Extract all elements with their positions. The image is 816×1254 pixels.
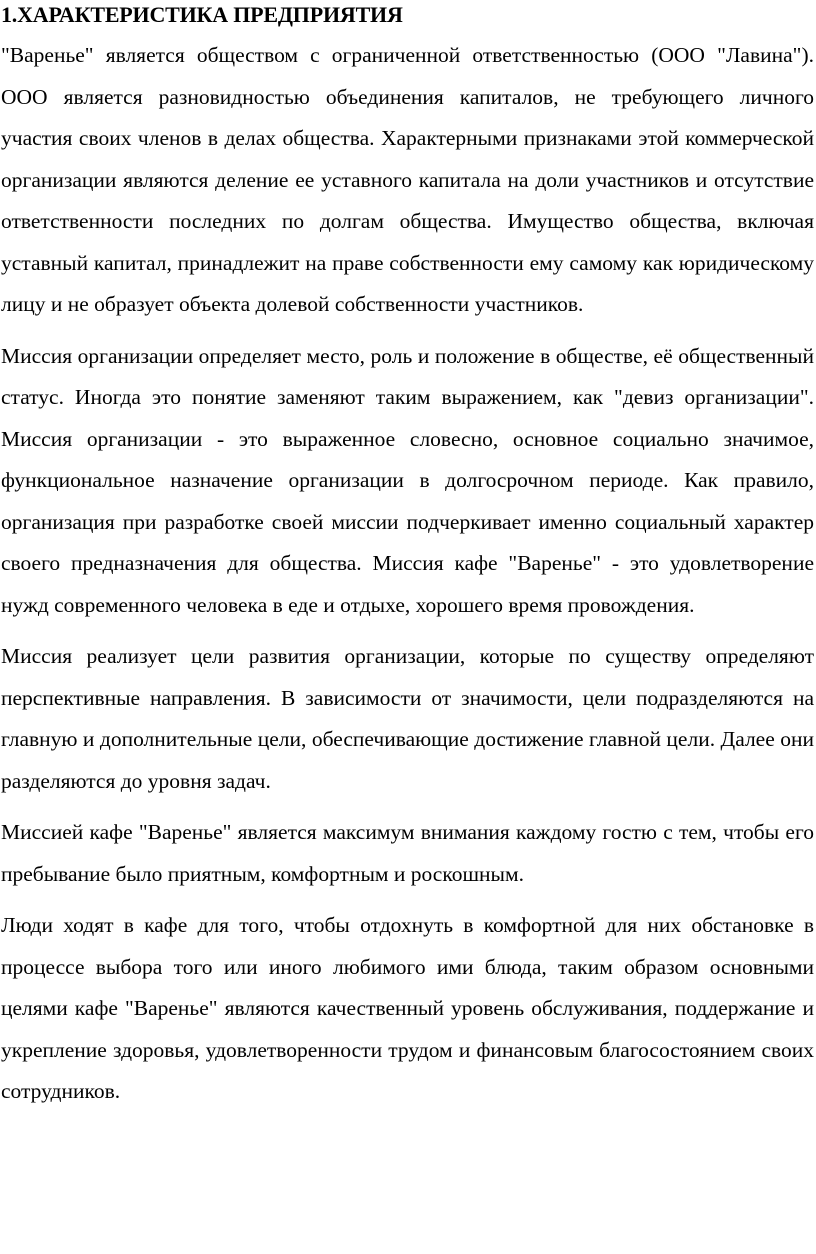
section-heading: 1.ХАРАКТЕРИСТИКА ПРЕДПРИЯТИЯ — [1, 2, 403, 27]
paragraph-mission-goals: Миссия реализует цели развития организации, которые по существу определяют перспективные направления. В зависимости от значимости, цели подразделяются на главную и дополнительные цели, обеспечивающие достижение главной цели. Далее они разделяются до уровня задач. — [1, 644, 814, 793]
paragraph-cafe-goals: Люди ходят в кафе для того, чтобы отдохнуть в комфортной для них обстановке в процессе выбора того или иного любимого ими блюда, таким образом основными целями кафе "Варенье" являются качественный уровень обслуживания, поддержание и укрепление здоровья, удовлетворенности трудом и финансовым благосостоянием своих сотрудников. — [1, 913, 814, 1103]
paragraph-cafe-mission: Миссией кафе "Варенье" является максимум внимания каждому гостю с тем, чтобы его пребывание было приятным, комфортным и роскошным. — [1, 820, 814, 886]
paragraph-mission-definition: Миссия организации определяет место, роль и положение в обществе, её общественный статус. Иногда это понятие заменяют таким выражением, как "девиз организации". Миссия организации - это выраженное словесно, основное социально значимое, функциональное назначение организации в долгосрочном периоде. Как правило, организация при разработке своей миссии подчеркивает именно социальный характер своего предназначения для общества. Миссия кафе "Варенье" - это удовлетворение нужд современного человека в еде и отдыхе, хорошего время провождения. — [1, 343, 814, 617]
paragraph-company-description: "Варенье" является обществом с ограниченной ответственностью (ООО "Лавина"). ООО является разновидностью объединения капиталов, не требующего личного участия своих членов в делах общества. Характерными признаками этой коммерческой организации являются деление ее уставного капитала на доли участников и отсутствие ответственности последних по долгам общества. Имущество общества, включая уставный капитал, принадлежит на праве собственности ему самому как юридическому лицу и не образует объекта долевой собственности участников. — [1, 43, 814, 316]
